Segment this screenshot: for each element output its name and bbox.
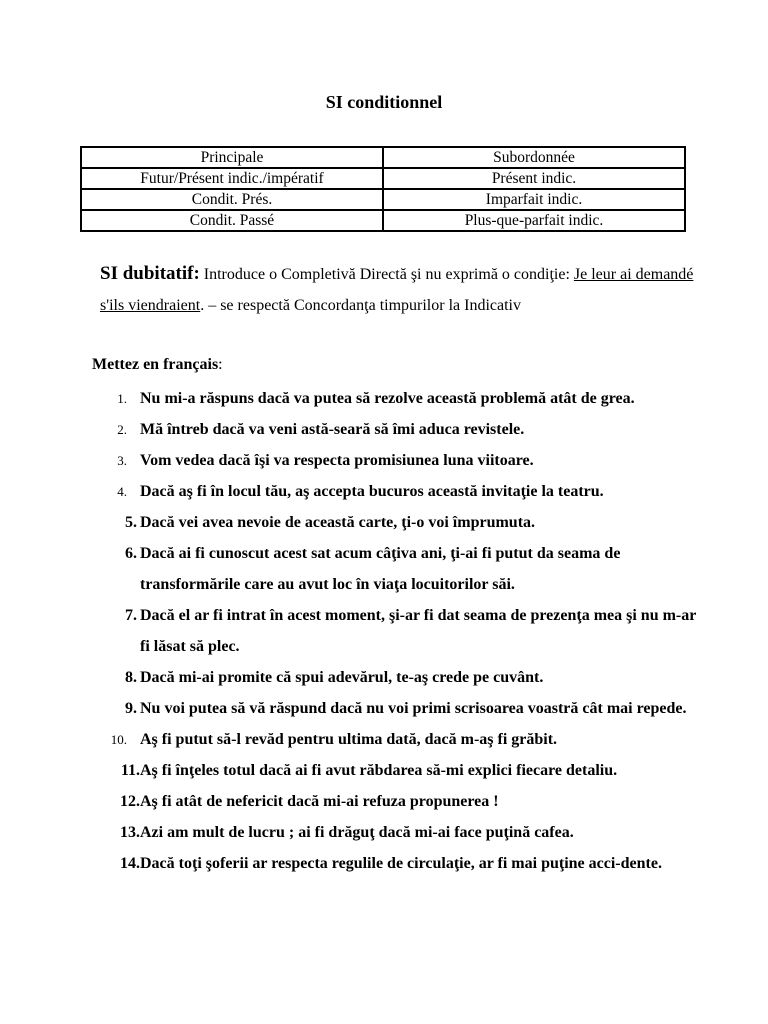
item-text: Aş fi atât de nefericit dacă mi-ai refuza propunerea ! xyxy=(140,793,499,810)
table-cell: Plus-que-parfait indic. xyxy=(383,210,685,231)
exercise-title xyxy=(92,356,223,374)
item-number: 13. xyxy=(120,824,140,841)
list-item xyxy=(80,507,700,538)
dubitatif-rest: . – se respectă Concordanţa timpurilor la Indicativ xyxy=(200,297,521,314)
table-cell: Futur/Présent indic./impératif xyxy=(81,168,383,189)
item-text: Vom vedea dacă îşi va respecta promisiunea luna viitoare. xyxy=(140,452,534,469)
dubitatif-example-sub: s'ils viendraient xyxy=(100,297,201,314)
list-item xyxy=(80,414,700,445)
item-number: 6. xyxy=(125,545,137,562)
table-header-cell: Subordonnée xyxy=(383,147,685,168)
item-text: Aş fi înţeles totul dacă ai fi avut răbdarea să-mi explici fiecare detaliu. xyxy=(140,762,618,779)
item-text: Dacă mi-ai promite că spui adevărul, te-aş crede pe cuvânt. xyxy=(140,669,544,686)
tense-concordance-table xyxy=(80,146,686,232)
item-text: Dacă aş fi în locul tău, aş accepta bucuros această invitaţie la teatru. xyxy=(140,483,604,500)
item-number: 12. xyxy=(120,793,140,810)
item-number: 11. xyxy=(120,762,140,779)
item-number: 9. xyxy=(125,700,137,717)
page-title: SI conditionnel xyxy=(325,92,443,112)
list-item xyxy=(80,724,700,755)
list-item xyxy=(80,662,700,693)
exercise-title-text: Mettez en français xyxy=(92,356,219,373)
table-row xyxy=(81,168,685,189)
list-item xyxy=(80,848,700,879)
item-number: 5. xyxy=(125,514,137,531)
dubitatif-example-main: Je leur ai demandé xyxy=(573,266,694,283)
list-item xyxy=(80,383,700,414)
list-item xyxy=(80,476,700,507)
item-text: Azi am mult de lucru ; ai fi drăguţ dacă mi-ai face puţină cafea. xyxy=(140,824,574,841)
item-text: Dacă el ar fi intrat în acest moment, şi-ar fi dat seama de prezenţa mea şi nu m-ar fi lăsat să plec. xyxy=(140,607,697,655)
list-item xyxy=(80,817,700,848)
exercise-list xyxy=(80,383,700,879)
table-cell: Condit. Prés. xyxy=(81,189,383,210)
item-text: Dacă ai fi cunoscut acest sat acum câţiva ani, ţi-ai fi putut da seama de transformările care au avut loc în viaţa locuitorilor săi. xyxy=(140,545,621,593)
table-header-cell: Principale xyxy=(81,147,383,168)
dubitatif-heading: SI dubitatif: xyxy=(100,263,200,284)
item-number: 2. xyxy=(117,422,127,437)
list-item xyxy=(80,786,700,817)
table-header-row xyxy=(81,147,685,168)
item-text: Aş fi putut să-l revăd pentru ultima dată, dacă m-aş fi grăbit. xyxy=(140,731,558,748)
table-cell: Imparfait indic. xyxy=(383,189,685,210)
exercise-title-colon: : xyxy=(218,356,223,373)
item-number: 10. xyxy=(110,732,127,747)
item-text: Mă întreb dacă va veni astă-seară să îmi aduca revistele. xyxy=(140,421,525,438)
list-item xyxy=(80,693,700,724)
item-number: 8. xyxy=(125,669,137,686)
table-row xyxy=(81,210,685,231)
item-text: Dacă vei avea nevoie de această carte, ţi-o voi împrumuta. xyxy=(140,514,536,531)
table-cell: Condit. Passé xyxy=(81,210,383,231)
item-text: Nu mi-a răspuns dacă va putea să rezolve această problemă atât de grea. xyxy=(140,390,635,407)
item-number: 4. xyxy=(117,484,127,499)
item-number: 14. xyxy=(120,855,140,872)
dubitatif-intro: Introduce o Completivă Directă şi nu exprimă o condiţie: xyxy=(199,266,574,283)
list-item xyxy=(80,538,700,600)
list-item xyxy=(80,445,700,476)
table-row xyxy=(81,189,685,210)
item-number: 3. xyxy=(117,453,127,468)
item-number: 1. xyxy=(117,391,127,406)
item-number: 7. xyxy=(125,607,137,624)
table-cell: Présent indic. xyxy=(383,168,685,189)
item-text: Nu voi putea să vă răspund dacă nu voi primi scrisoarea voastră cât mai repede. xyxy=(140,700,687,717)
list-item xyxy=(80,600,700,662)
list-item xyxy=(80,755,700,786)
item-text: Dacă toţi şoferii ar respecta regulile de circulaţie, ar fi mai puţine acci-dente. xyxy=(140,855,662,872)
dubitatif-paragraph xyxy=(100,258,700,321)
